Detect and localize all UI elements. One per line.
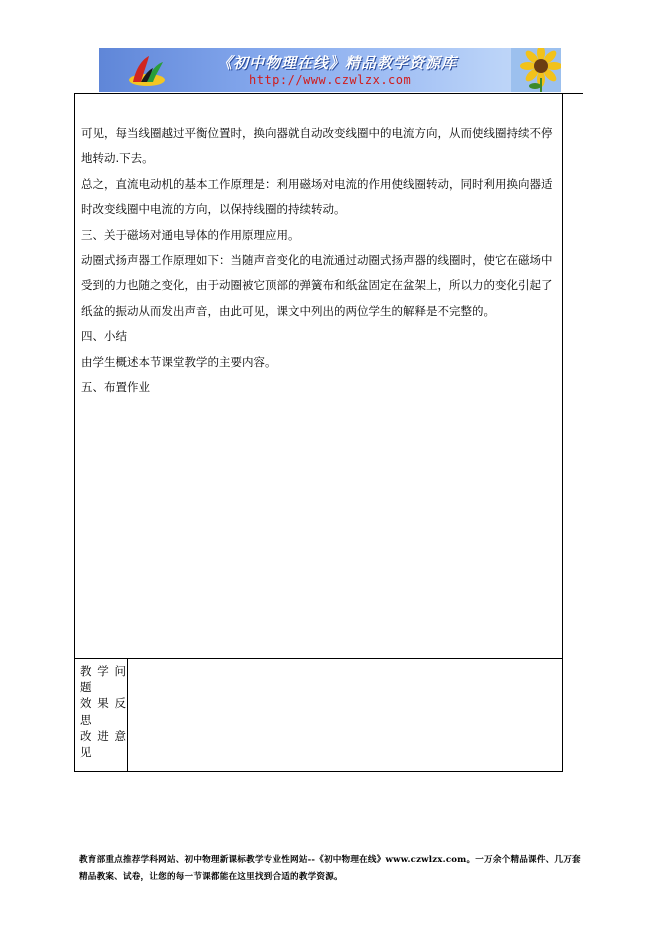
banner-title: 《初中物理在线》精品教学资源库 (217, 54, 458, 72)
evaluation-label (80, 663, 126, 760)
evaluation-label-line: 题 (80, 680, 92, 695)
evaluation-label-line: 思 (80, 712, 92, 727)
paragraph: 动圈式扬声器工作原理如下：当随声音变化的电流通过动圈式扬声器的线圈时，使它在磁场中受到的力也随之变化，由于动圈被它顶部的弹簧布和纸盆固定在盆架上，所以力的变化引起了纸盆的振动从而发出声音，由此可见，课文中列出的两位学生的解释是不完整的。 (81, 253, 553, 318)
paragraph: 由学生概述本节课堂教学的主要内容。 (81, 354, 277, 369)
header-rule (561, 93, 583, 94)
banner-url[interactable]: http://www.czwlzx.com (249, 73, 412, 87)
section-heading: 五、布置作业 (81, 380, 150, 395)
paragraph: 总之，直流电动机的基本工作原理是：利用磁场对电流的作用使线圈转动，同时利用换向器适时改变线圈中电流的方向，以保持线圈的持续转动。 (81, 176, 553, 217)
section-heading: 四、小结 (81, 329, 127, 344)
evaluation-label-line: 见 (80, 745, 92, 760)
evaluation-row (74, 658, 563, 772)
lesson-content-cell (74, 93, 563, 659)
evaluation-label-line: 教 学 问 (80, 664, 126, 678)
header-banner (99, 48, 561, 92)
site-logo-icon (127, 54, 167, 88)
page-footer: 教育部重点推荐学科网站、初中物理新课标教学专业性网站--《初中物理在线》www.czwlzx.com。一万余个精品课件、几万套精品教案、试卷，让您的每一节课都能在这里找到合适的教学资源。 (79, 855, 581, 882)
lesson-content (81, 121, 557, 400)
evaluation-label-line: 效 果 反 (80, 696, 126, 711)
evaluation-label-cell (75, 658, 128, 771)
sunflower-icon (511, 48, 561, 92)
section-heading: 三、关于磁场对通电导体的作用原理应用。 (81, 227, 300, 242)
evaluation-label-line: 改 进 意 (80, 728, 126, 743)
paragraph: 可见，每当线圈越过平衡位置时，换向器就自动改变线圈中的电流方向，从而使线圈持续不停地转动.下去。 (81, 126, 553, 166)
